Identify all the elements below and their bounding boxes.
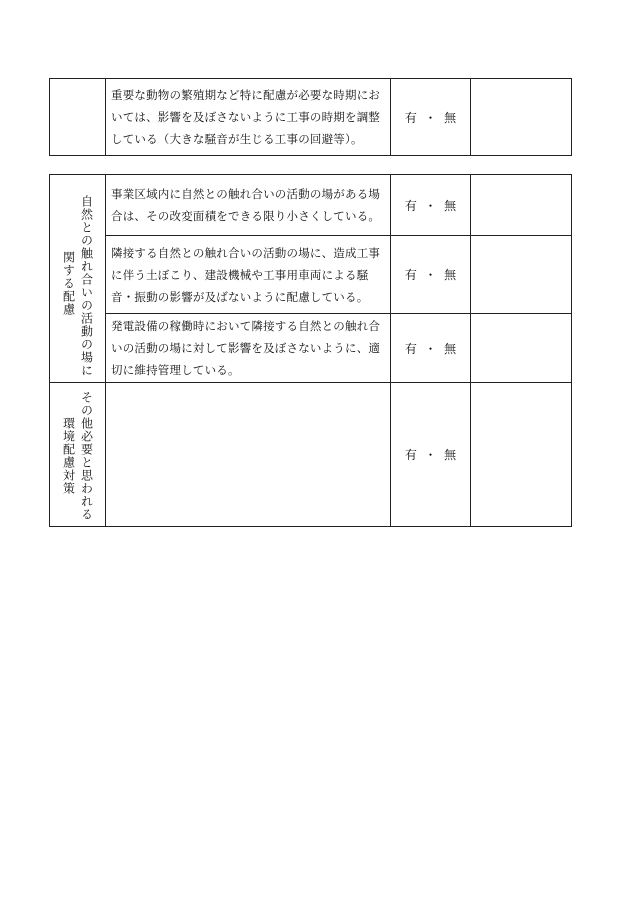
- remarks-cell[interactable]: [471, 236, 572, 314]
- item-description-blank[interactable]: [106, 383, 391, 527]
- remarks-cell[interactable]: [471, 79, 572, 156]
- checklist-table-breeding-season: [49, 78, 572, 156]
- no-option[interactable]: 無: [444, 268, 457, 282]
- category-cell-empty: [50, 79, 106, 156]
- category-label-line2: 関する配慮: [61, 250, 76, 316]
- category-label-line2: 環境配慮対策: [61, 417, 76, 495]
- category-cell-other-measures: [50, 383, 106, 527]
- separator-dot: ・: [424, 341, 437, 356]
- item-description: 重要な動物の繁殖期など特に配慮が必要な時期においては、影響を及ぼさないように工事の時期を調整している（大きな騒音が生じる工事の回避等）。: [106, 79, 391, 156]
- remarks-cell[interactable]: [471, 175, 572, 236]
- yes-no-selector[interactable]: [391, 383, 471, 527]
- table-row: [50, 236, 572, 314]
- category-cell-nature-contact: [50, 175, 106, 383]
- item-description: 発電設備の稼働時において隣接する自然との触れ合いの活動の場に対して影響を及ぼさないように、適切に維持管理している。: [106, 314, 391, 383]
- table-row: [50, 79, 572, 156]
- yes-no-selector[interactable]: [391, 314, 471, 383]
- separator-dot: ・: [424, 198, 437, 213]
- separator-dot: ・: [424, 448, 437, 462]
- remarks-cell[interactable]: [471, 314, 572, 383]
- table-row: [50, 314, 572, 383]
- category-label-line1: その他必要と思われる: [79, 391, 94, 521]
- remarks-cell[interactable]: [471, 383, 572, 527]
- yes-option[interactable]: 有: [404, 341, 417, 356]
- table-row: [50, 383, 572, 527]
- yes-no-selector[interactable]: [391, 79, 471, 156]
- yes-option[interactable]: 有: [404, 110, 417, 125]
- yes-option[interactable]: 有: [404, 268, 417, 282]
- yes-option[interactable]: 有: [404, 448, 417, 462]
- no-option[interactable]: 無: [444, 341, 457, 356]
- no-option[interactable]: 無: [444, 198, 457, 213]
- yes-no-selector[interactable]: [391, 236, 471, 314]
- item-description: 隣接する自然との触れ合いの活動の場に、造成工事に伴う土ぼこり、建設機械や工事用車両による騒音・振動の影響が及ばないように配慮している。: [106, 236, 391, 314]
- separator-dot: ・: [424, 268, 437, 282]
- no-option[interactable]: 無: [444, 110, 457, 125]
- yes-no-selector[interactable]: [391, 175, 471, 236]
- item-description: 事業区域内に自然との触れ合いの活動の場がある場合は、その改変面積をできる限り小さくしている。: [106, 175, 391, 236]
- checklist-table-nature-activities: [49, 174, 572, 527]
- separator-dot: ・: [424, 110, 437, 125]
- no-option[interactable]: 無: [444, 448, 457, 462]
- yes-option[interactable]: 有: [404, 198, 417, 213]
- table-row: [50, 175, 572, 236]
- category-label-line1: 自然との触れ合いの活動の場に: [79, 194, 94, 377]
